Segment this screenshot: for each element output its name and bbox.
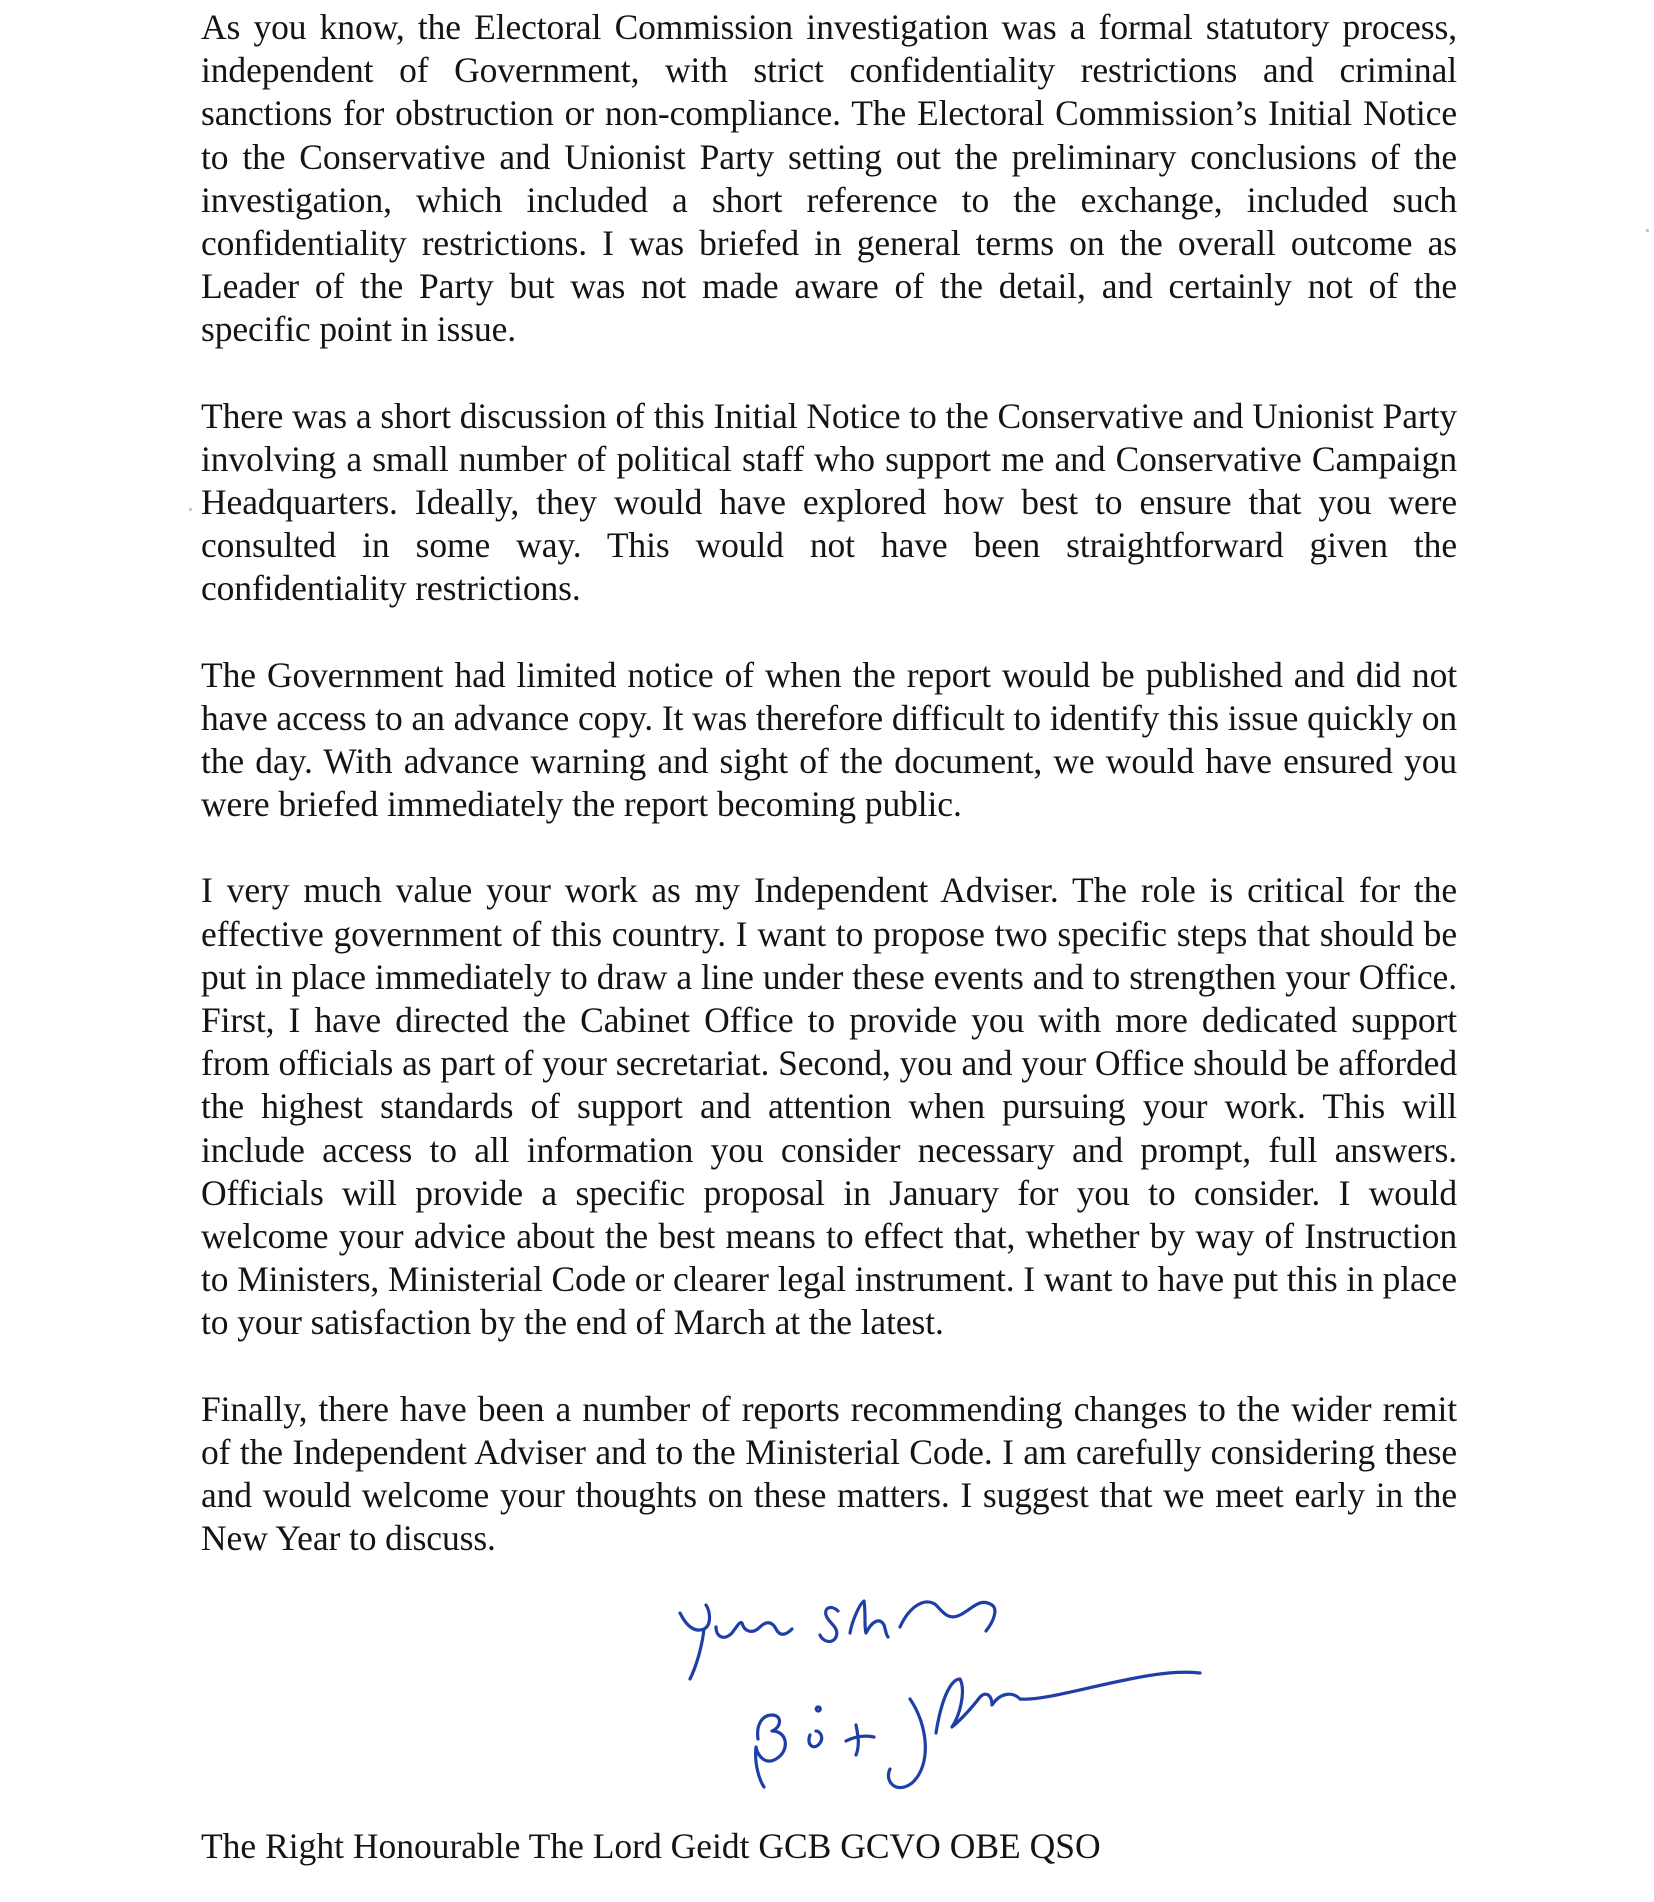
signature-name-surname	[888, 1672, 1200, 1787]
paragraph-electoral-commission: As you know, the Electoral Commission investigation was a formal statutory process, independent of Government, with strict confidentiality restrictions and criminal sanctions for obstruction or non-compliance. The Electoral Commission’s Initial Notice to the Conservative and Unionist Party setting out the preliminary conclusions of the investigation, which included a short reference to the exchange, included such confidentiality restrictions. I was briefed in general terms on the overall outcome as Leader of the Party but was not made aware of the detail, and certainly not of the specific point in issue.	[201, 7, 1457, 350]
paragraph-independent-adviser-support: I very much value your work as my Independent Adviser. The role is critical for the effective government of this country. I want to propose two specific steps that should be put in place immediately to draw a line under these events and to strengthen your Office. First, I have directed the Cabinet Office to provide you with more dedicated support from officials as part of your secretariat. Second, you and your Office should be afforded the highest standards of support and attention when pursuing your work. This will include access to all information you consider necessary and prompt, full answers. Officials will provide a specific proposal in January for you to consider. I would welcome your advice about the best means to effect that, whether by way of Instruction to Ministers, Ministerial Code or clearer legal instrument. I want to have put this in place to your satisfaction by the end of March at the latest.	[201, 870, 1457, 1343]
signature-closing-yours	[680, 1605, 792, 1679]
paragraph-initial-notice-discussion: There was a short discussion of this Initial Notice to the Conservative and Unionist Party involving a small number of political staff who support me and Conservative Campaign Headquarters. Ideally, they would have explored how best to ensure that you were consulted in some way. This would not have been straightforward given the confidentiality restrictions.	[201, 395, 1457, 609]
scan-speck	[1646, 229, 1649, 232]
scan-speck	[189, 508, 192, 511]
signature-name-first	[756, 1707, 874, 1787]
signature-closing-sincerely	[820, 1601, 995, 1641]
addressee-line: The Right Honourable The Lord Geidt GCB GCVO OBE QSO	[201, 1826, 1101, 1866]
letter-body	[201, 6, 1457, 1604]
paragraph-report-publication: The Government had limited notice of when the report would be published and did not have access to an advance copy. It was therefore difficult to identify this issue quickly on the day. With advance warning and sight of the document, we would have ensured you were briefed immediately the report becoming public.	[201, 654, 1457, 825]
handwritten-signature	[660, 1575, 1240, 1825]
paragraph-wider-remit: Finally, there have been a number of reports recommending changes to the wider remit of the Independent Adviser and to the Ministerial Code. I am carefully considering these and would welcome your thoughts on these matters. I suggest that we meet early in the New Year to discuss.	[201, 1388, 1457, 1559]
